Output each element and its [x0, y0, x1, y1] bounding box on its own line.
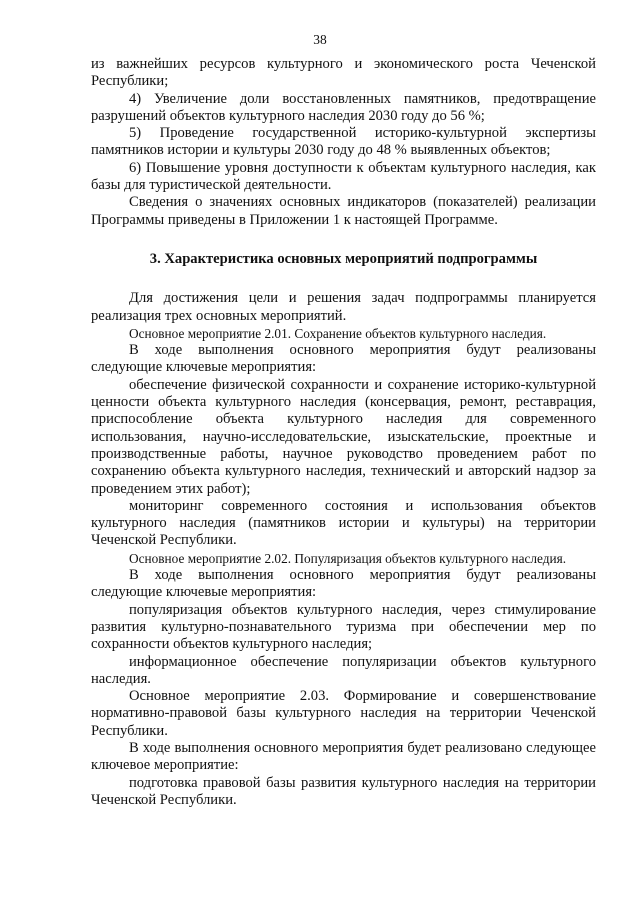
activity-2-03-title: Основное мероприятие 2.03. Формирование и совершенствование нормативно-правовой базы культурного наследия на территории Чеченской Республики. — [91, 688, 596, 739]
activity-2-02-intro: В ходе выполнения основного мероприятия будут реализованы следующие ключевые мероприятия: — [91, 567, 596, 601]
section-intro-paragraph: Для достижения цели и решения задач подпрограммы планируется реализация трех основных мероприятий. — [91, 290, 596, 324]
activity-2-02-title: Основное мероприятие 2.02. Популяризация объектов культурного наследия. — [129, 550, 567, 566]
activity-2-02-item-information: информационное обеспечение популяризации объектов культурного наследия. — [91, 653, 596, 687]
activity-2-01-item-preservation: обеспечение физической сохранности и сохранение историко-культурной ценности объекта культурного наследия (консервация, ремонт, реставрация, приспособление объекта культурного наследия для современного использования, научно-исследовательские, изыскательские, проектные и производственные работы, научное руководство проведением работ по сохранению объекта культурного наследия, технический и авторский надзор за проведением этих работ); — [91, 376, 596, 497]
list-item-6: 6) Повышение уровня доступности к объектам культурного наследия, как базы для туристической деятельности. — [91, 159, 596, 194]
list-item-4: 4) Увеличение доли восстановленных памятников, предотвращение разрушений объектов культурного наследия 2030 году до 56 %; — [91, 90, 596, 124]
activity-2-01-item-monitoring: мониторинг современного состояния и использования объектов культурного наследия (памятников истории и культуры) на территории Чеченской Республики. — [91, 497, 596, 549]
activity-2-03-intro: В ходе выполнения основного мероприятия будет реализовано следующее ключевое мероприятие: — [91, 739, 596, 774]
page-number: 38 — [313, 32, 327, 47]
page-content — [91, 56, 596, 809]
section-heading: 3. Характеристика основных мероприятий подпрограммы — [149, 250, 538, 267]
list-item-5: 5) Проведение государственной историко-культурной экспертизы памятников истории и культуры 2030 году до 48 % выявленных объектов; — [91, 125, 596, 159]
activity-2-03-item-legal-base: подготовка правовой базы развития культурного наследия на территории Чеченской Республики. — [91, 774, 596, 808]
activity-2-02-item-popularization: популяризация объектов культурного наследия, через стимулирование развития культурно-познавательного туризма при обеспечении мер по сохранности объектов культурного наследия; — [91, 601, 596, 653]
paragraph-continuation: из важнейших ресурсов культурного и экономического роста Чеченской Республики; — [91, 56, 596, 90]
activity-2-01-intro: В ходе выполнения основного мероприятия будут реализованы следующие ключевые мероприятия: — [91, 342, 596, 376]
indicators-paragraph: Сведения о значениях основных индикаторов (показателей) реализации Программы приведены в Приложении 1 к настоящей Программе. — [91, 194, 596, 228]
activity-2-01-title: Основное мероприятие 2.01. Сохранение объектов культурного наследия. — [129, 325, 547, 341]
